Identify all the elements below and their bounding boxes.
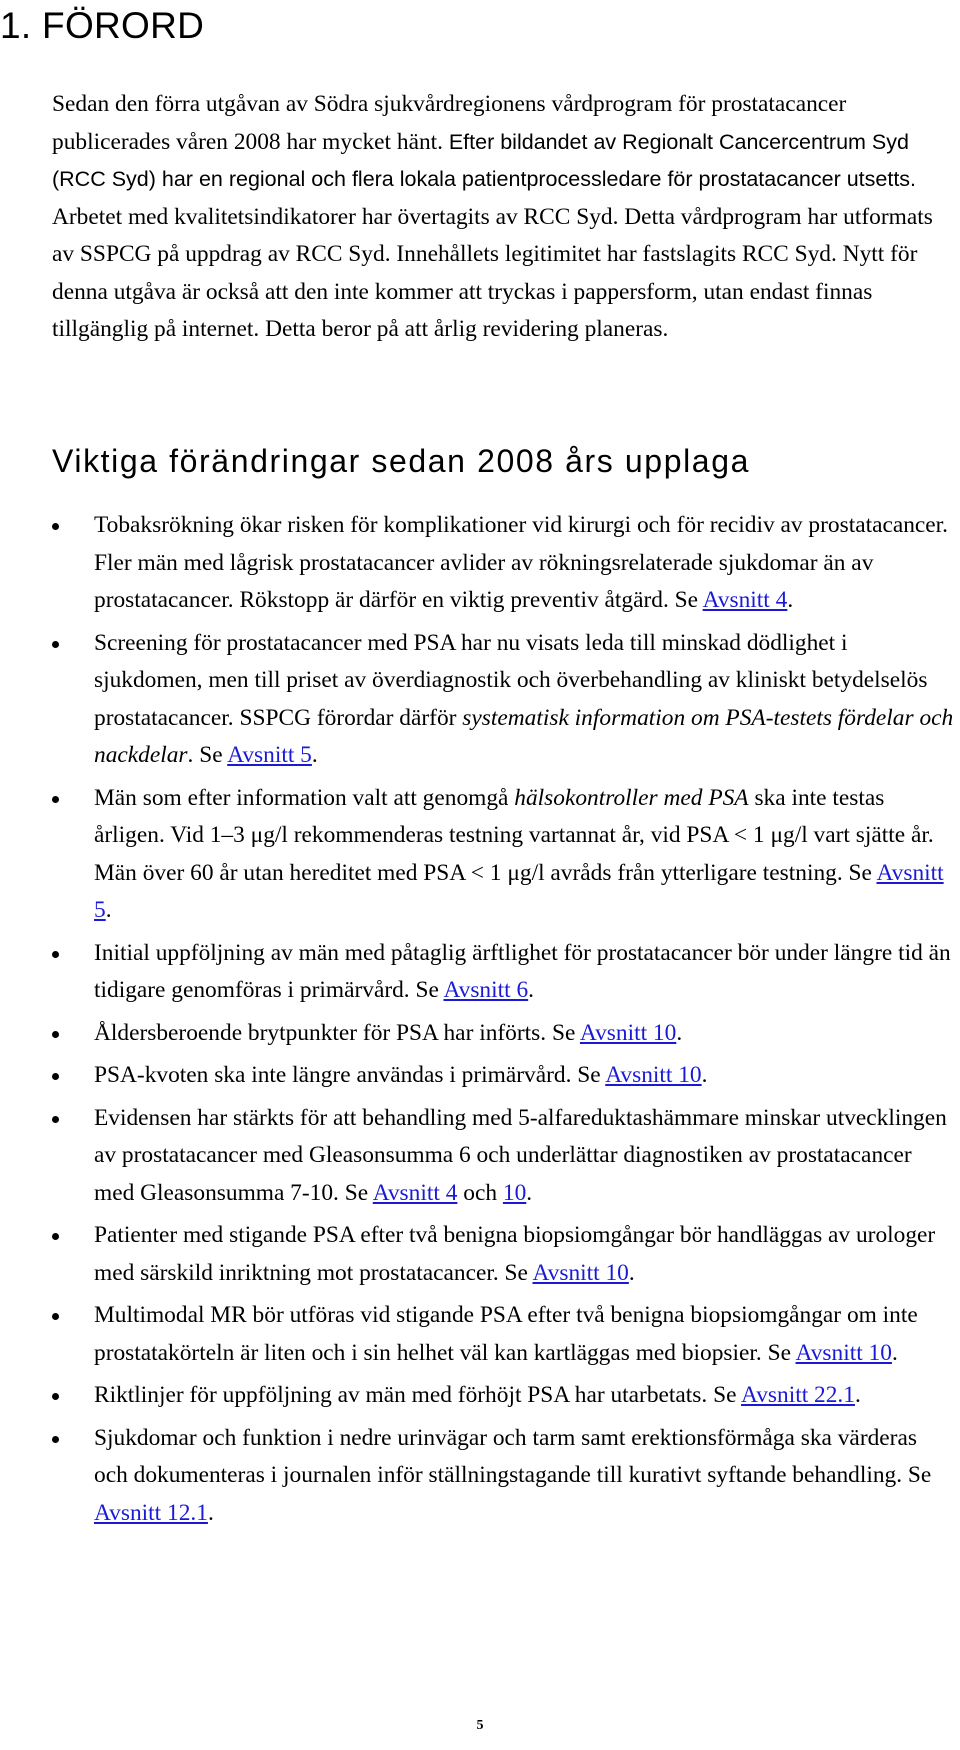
- intro-text-1: Sedan den förra utgåvan av Södra sjukvårdregionens vårdprogram för prostatacancer publicerades våren 2008 har mycket hänt.: [52, 91, 847, 155]
- section-link[interactable]: Avsnitt 5: [94, 859, 944, 923]
- list-item: Patienter med stigande PSA efter två benigna biopsiomgångar bör handläggas av urologer med särskild inriktning mot prostatacancer. Se Avsnitt 10.: [52, 1217, 956, 1292]
- emphasis-text: systematisk information om PSA-testets fördelar och nackdelar: [94, 704, 954, 768]
- section-link[interactable]: Avsnitt 6: [443, 977, 529, 1003]
- section-link[interactable]: Avsnitt 22.1: [741, 1382, 855, 1408]
- bullet-icon: [52, 641, 59, 648]
- emphasis-text: hälsokontroller med PSA: [514, 784, 749, 811]
- bullet-icon: [52, 951, 59, 958]
- intro-text-2: Efter bildandet av Regionalt Cancercentrum Syd (RCC Syd) har en regional och flera lokala patientprocessledare för prostatacancer utsetts.: [52, 129, 917, 191]
- section-link[interactable]: Avsnitt 5: [227, 742, 312, 768]
- bullet-icon: [52, 1393, 59, 1400]
- list-item: Tobaksrökning ökar risken för komplikationer vid kirurgi och för recidiv av prostatacancer. Fler män med lågrisk prostatacancer avlider av rökningsrelaterade sjukdomar än av prostatacancer. Rökstopp är därför en viktig preventiv åtgärd. Se Avsnitt 4.: [52, 507, 956, 620]
- bullet-icon: [52, 523, 59, 530]
- bullet-icon: [52, 1073, 59, 1080]
- section-link[interactable]: Avsnitt 10: [605, 1062, 702, 1088]
- changes-list: [52, 507, 956, 1537]
- bullet-icon: [52, 1436, 59, 1443]
- chapter-heading: 1. FÖRORD: [0, 5, 205, 46]
- intro-paragraph: [52, 86, 952, 349]
- section-link[interactable]: Avsnitt 10: [532, 1259, 629, 1286]
- list-item: Screening för prostatacancer med PSA har nu visats leda till minskad dödlighet i sjukdomen, men till priset av överdiagnostik och överbehandling av kliniskt betydelselös prostatacancer. SSPCG förordar därför systematisk information om PSA-testets fördelar och nackdelar. Se Avsnitt 5.: [52, 625, 956, 775]
- list-item: Åldersberoende brytpunkter för PSA har införts. Se Avsnitt 10.: [52, 1015, 956, 1053]
- section-subheading: Viktiga förändringar sedan 2008 års upplaga: [52, 443, 750, 479]
- section-link[interactable]: Avsnitt 4: [702, 587, 788, 613]
- list-item: Evidensen har stärkts för att behandling med 5-alfareduktashämmare minskar utvecklingen av prostatacancer med Gleasonsumma 6 och underlättar diagnostiken av prostatacancer med Gleasonsumma 7-10. Se Avsnitt 4 och 10.: [52, 1100, 956, 1213]
- section-link[interactable]: Avsnitt 10: [795, 1339, 892, 1366]
- section-link[interactable]: Avsnitt 12.1: [94, 1499, 208, 1526]
- list-item: Sjukdomar och funktion i nedre urinvägar och tarm samt erektionsförmåga ska värderas och dokumenteras i journalen inför ställningstagande till kurativt syftande behandling. Se Avsnitt 12.1.: [52, 1420, 956, 1533]
- intro-text-3: Arbetet med kvalitetsindikatorer har övertagits av RCC Syd. Detta vårdprogram har utformats av SSPCG på uppdrag av RCC Syd. Innehållets legitimitet har fastslagits RCC Syd. Nytt för denna utgåva är också att den inte kommer att tryckas i pappersform, utan endast finnas tillgänglig på internet. Detta beror på att årlig revidering planeras.: [52, 203, 933, 342]
- bullet-icon: [52, 1313, 59, 1320]
- section-link[interactable]: 10: [502, 1179, 527, 1206]
- section-link[interactable]: Avsnitt 10: [579, 1019, 677, 1046]
- bullet-icon: [52, 796, 59, 803]
- list-item: Män som efter information valt att genomgå hälsokontroller med PSA ska inte testas årligen. Vid 1–3 μg/l rekommenderas testning vartannat år, vid PSA < 1 μg/l vart sjätte år. Män över 60 år utan hereditet med PSA < 1 μg/l avråds från ytterligare testning. Se Avsnitt 5.: [52, 780, 956, 930]
- section-link[interactable]: Avsnitt 4: [372, 1179, 458, 1206]
- bullet-icon: [52, 1233, 59, 1240]
- list-item: Riktlinjer för uppföljning av män med förhöjt PSA har utarbetats. Se Avsnitt 22.1.: [52, 1377, 956, 1415]
- bullet-icon: [52, 1116, 59, 1123]
- list-item: Initial uppföljning av män med påtaglig ärftlighet för prostatacancer bör under längre tid än tidigare genomföras i primärvård. Se Avsnitt 6.: [52, 935, 956, 1010]
- bullet-icon: [52, 1031, 59, 1038]
- list-item: PSA-kvoten ska inte längre användas i primärvård. Se Avsnitt 10.: [52, 1057, 956, 1095]
- list-item: Multimodal MR bör utföras vid stigande PSA efter två benigna biopsiomgångar om inte prostatakörteln är liten och i sin helhet väl kan kartläggas med biopsier. Se Avsnitt 10.: [52, 1297, 956, 1372]
- page-number: 5: [476, 1718, 484, 1733]
